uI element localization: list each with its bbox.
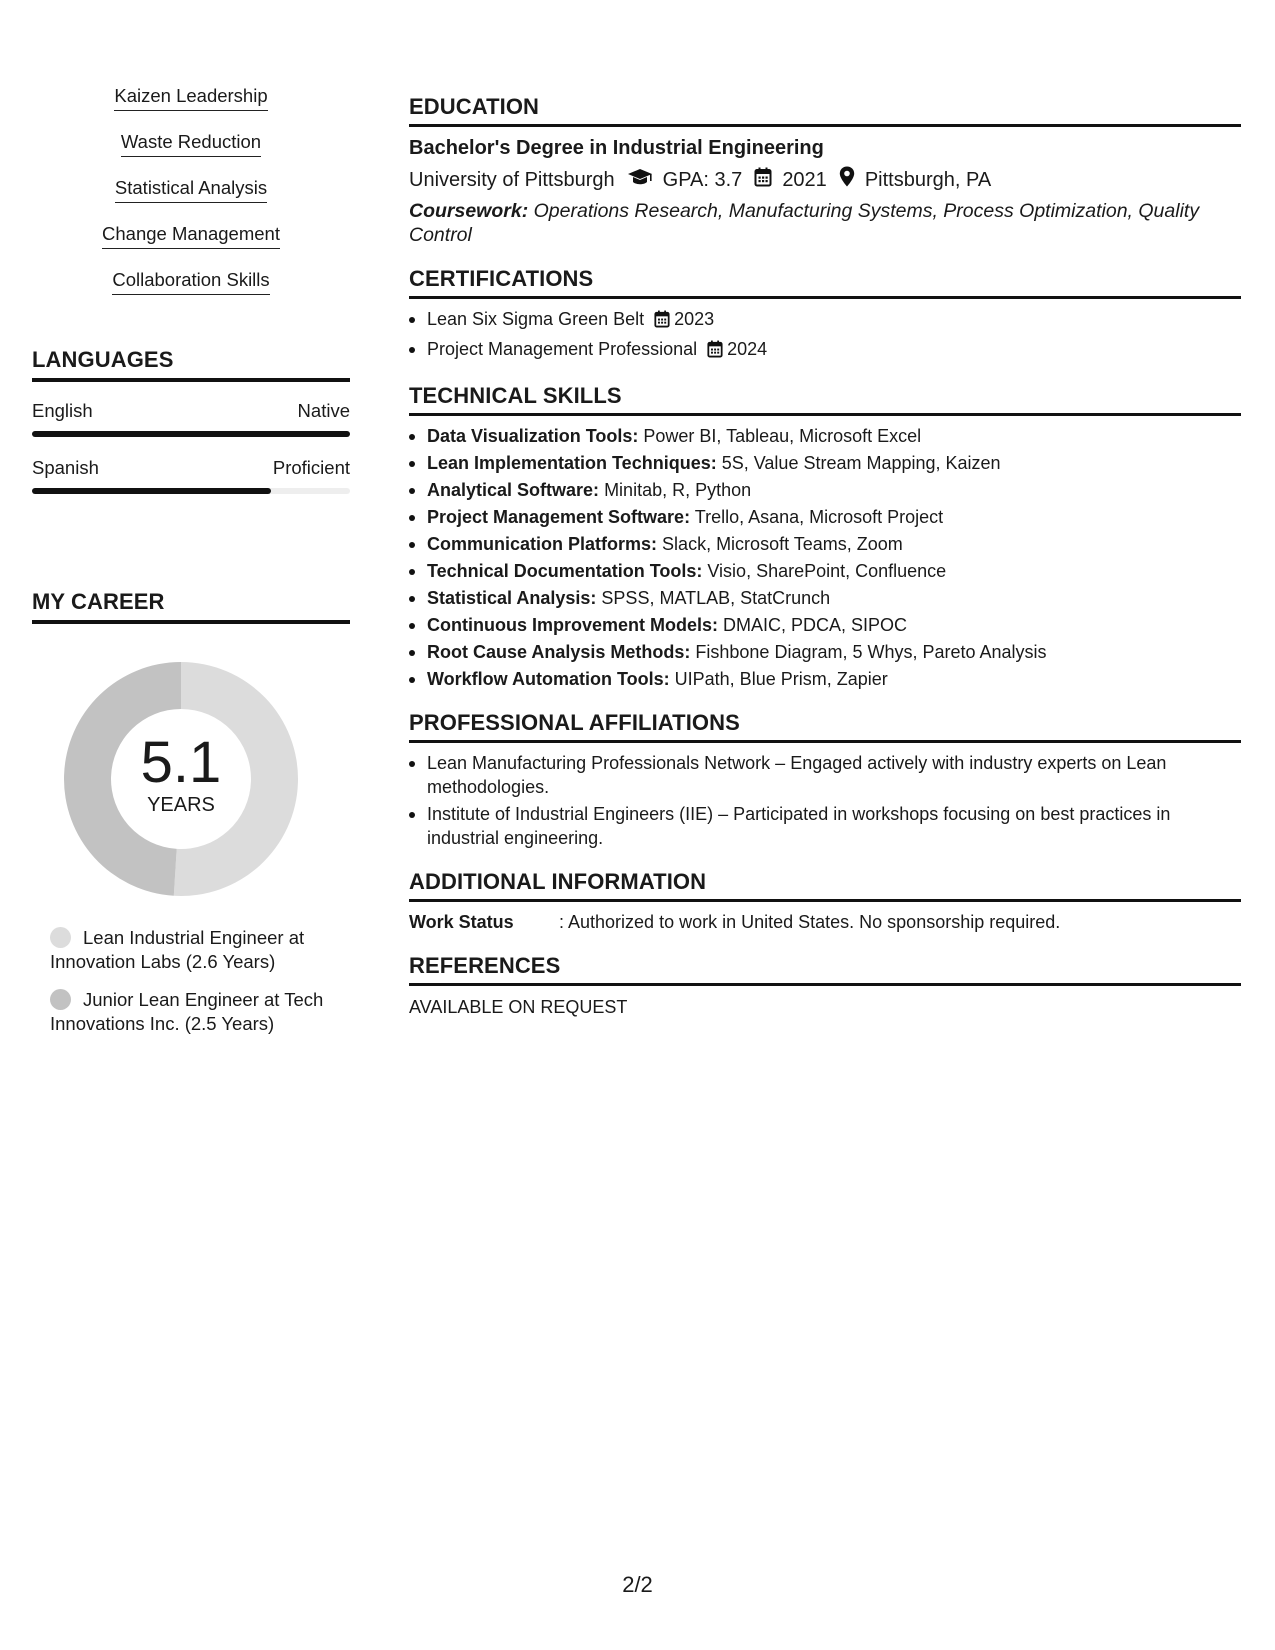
skill-values: Minitab, R, Python	[604, 480, 752, 500]
career-total-years: 5.1	[140, 730, 222, 795]
references-text: AVAILABLE ON REQUEST	[409, 997, 628, 1017]
education-meta	[409, 166, 1241, 194]
list-item: Lean Manufacturing Professionals Network – Engaged actively with industry experts on Lean methodologies.	[409, 751, 1241, 799]
language-level: Native	[297, 400, 350, 421]
skill-tag: Collaboration Skills	[112, 268, 269, 295]
list-item	[409, 559, 1241, 583]
career-donut-chart	[56, 654, 306, 904]
certification-year: 2024	[727, 339, 768, 359]
work-status-row	[409, 910, 1241, 934]
skill-category: Project Management Software:	[427, 507, 691, 527]
skill-values: Fishbone Diagram, 5 Whys, Pareto Analysis	[695, 642, 1047, 662]
certifications-list	[409, 307, 1241, 364]
language-proficiency-bar	[32, 488, 350, 494]
education-location: Pittsburgh, PA	[864, 169, 992, 191]
certification-name: Lean Six Sigma Green Belt	[427, 309, 645, 329]
certification-year: 2023	[674, 309, 715, 329]
education-section	[409, 93, 1241, 247]
technical-skills-section	[409, 382, 1241, 691]
work-status-label: Work Status	[409, 912, 514, 932]
skill-values: Power BI, Tableau, Microsoft Excel	[643, 426, 922, 446]
skill-values: Trello, Asana, Microsoft Project	[694, 507, 944, 527]
education-heading: EDUCATION	[409, 93, 1241, 127]
career-years-unit: YEARS	[147, 794, 215, 816]
career-role-label: Lean Industrial Engineer at Innovation Labs (2.6 Years)	[50, 927, 305, 972]
skill-category: Lean Implementation Techniques:	[427, 453, 717, 473]
calendar-icon	[654, 310, 670, 334]
affiliations-heading: PROFESSIONAL AFFILIATIONS	[409, 709, 1241, 743]
list-item	[409, 667, 1241, 691]
list-item: Institute of Industrial Engineers (IIE) – Participated in workshops focusing on best practices in industrial engineering.	[409, 802, 1241, 850]
coursework-label: Coursework:	[409, 200, 529, 222]
skill-values: DMAIC, PDCA, SIPOC	[723, 615, 908, 635]
language-level: Proficient	[272, 457, 350, 478]
career-legend-item	[50, 926, 350, 974]
gpa: GPA: 3.7	[662, 169, 743, 191]
additional-info-section	[409, 868, 1241, 934]
skill-category: Communication Platforms:	[427, 534, 658, 554]
career-heading: MY CAREER	[32, 588, 350, 624]
skill-values: SPSS, MATLAB, StatCrunch	[601, 588, 831, 608]
skill-values: UIPath, Blue Prism, Zapier	[674, 669, 888, 689]
degree-title: Bachelor's Degree in Industrial Engineering	[409, 137, 824, 159]
languages-section	[32, 346, 350, 494]
language-name: Spanish	[32, 457, 99, 478]
skill-tag: Kaizen Leadership	[114, 84, 267, 111]
certifications-heading: CERTIFICATIONS	[409, 265, 1241, 299]
additional-info-heading: ADDITIONAL INFORMATION	[409, 868, 1241, 902]
references-section	[409, 952, 1241, 1019]
skills-list	[32, 84, 350, 314]
career-legend	[32, 926, 350, 1036]
left-column	[32, 84, 350, 1034]
career-section	[32, 588, 350, 1050]
legend-dot-icon	[50, 927, 71, 948]
skill-category: Root Cause Analysis Methods:	[427, 642, 691, 662]
skill-tag: Statistical Analysis	[115, 176, 267, 203]
technical-skills-heading: TECHNICAL SKILLS	[409, 382, 1241, 416]
language-proficiency-bar	[32, 431, 350, 437]
list-item	[409, 337, 1241, 364]
skill-values: 5S, Value Stream Mapping, Kaizen	[721, 453, 1001, 473]
certification-name: Project Management Professional	[427, 339, 698, 359]
language-entry	[32, 457, 350, 494]
list-item	[409, 424, 1241, 448]
skill-values: Slack, Microsoft Teams, Zoom	[662, 534, 903, 554]
list-item	[409, 505, 1241, 529]
location-pin-icon	[839, 166, 855, 194]
language-entry	[32, 400, 350, 437]
work-status-value: : Authorized to work in United States. No sponsorship required.	[559, 912, 1061, 932]
skill-values: Visio, SharePoint, Confluence	[707, 561, 947, 581]
career-role-label: Junior Lean Engineer at Tech Innovations Inc. (2.5 Years)	[50, 989, 324, 1034]
list-item	[409, 478, 1241, 502]
right-column	[409, 93, 1241, 1037]
skill-tag: Waste Reduction	[121, 130, 261, 157]
calendar-icon	[754, 167, 772, 194]
skill-category: Analytical Software:	[427, 480, 600, 500]
graduation-year: 2021	[782, 169, 827, 191]
legend-dot-icon	[50, 989, 71, 1010]
list-item	[409, 532, 1241, 556]
language-name: English	[32, 400, 93, 421]
skill-category: Workflow Automation Tools:	[427, 669, 670, 689]
coursework-list: Operations Research, Manufacturing Systems, Process Optimization, Quality Control	[409, 200, 1200, 246]
list-item	[409, 586, 1241, 610]
skill-tag: Change Management	[102, 222, 280, 249]
school-name: University of Pittsburgh	[409, 169, 615, 191]
skill-category: Technical Documentation Tools:	[427, 561, 703, 581]
references-heading: REFERENCES	[409, 952, 1241, 986]
calendar-icon	[707, 340, 723, 364]
coursework	[409, 199, 1241, 247]
graduation-cap-icon	[627, 167, 653, 193]
affiliations-section	[409, 709, 1241, 850]
technical-skills-list	[409, 424, 1241, 691]
list-item	[409, 613, 1241, 637]
skill-category: Continuous Improvement Models:	[427, 615, 719, 635]
list-item	[409, 640, 1241, 664]
list-item	[409, 451, 1241, 475]
language-proficiency-fill	[32, 431, 350, 437]
skill-category: Statistical Analysis:	[427, 588, 597, 608]
certifications-section	[409, 265, 1241, 364]
affiliations-list	[409, 751, 1241, 850]
page-number: 2/2	[622, 1572, 653, 1597]
list-item	[409, 307, 1241, 334]
skill-category: Data Visualization Tools:	[427, 426, 639, 446]
career-legend-item	[50, 988, 350, 1036]
language-proficiency-fill	[32, 488, 271, 494]
languages-heading: LANGUAGES	[32, 346, 350, 382]
